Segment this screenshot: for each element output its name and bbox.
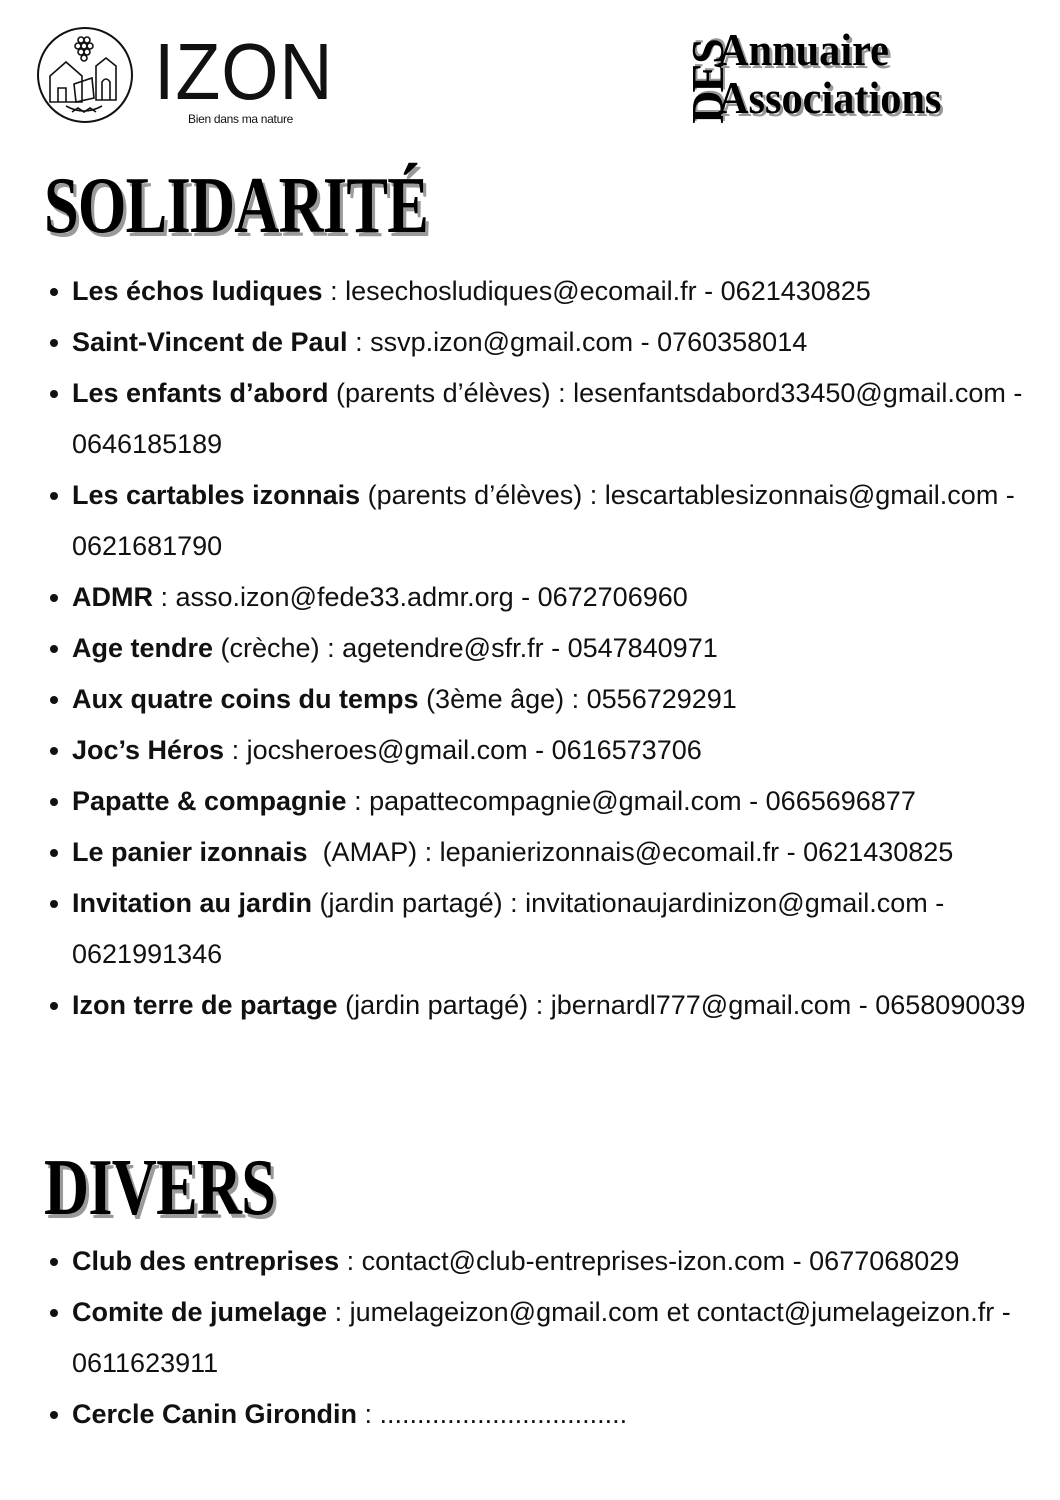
annuaire-line2: Associations <box>718 72 942 123</box>
entry-note: (parents d’élèves) <box>360 480 583 510</box>
section-title-divers: DIVERS <box>44 1144 276 1232</box>
entry-note: (crèche) <box>213 633 320 663</box>
entry-contact: : lescartablesizonnais@gmail.com - 0621681790 <box>72 480 1023 561</box>
entry-name: Joc’s Héros <box>72 735 225 765</box>
list-item <box>72 470 1060 572</box>
izon-logo <box>36 26 336 130</box>
entry-name: Les échos ludiques <box>72 276 323 306</box>
list-item <box>72 572 1060 623</box>
entry-contact: : lesenfantsdabord33450@gmail.com - 0646185189 <box>72 378 1030 459</box>
entry-contact: : 0556729291 <box>564 684 737 714</box>
list-item <box>72 674 1060 725</box>
entry-name: Izon terre de partage <box>72 990 338 1020</box>
entry-contact: : asso.izon@fede33.admr.org - 0672706960 <box>153 582 688 612</box>
entry-name: Cercle Canin Girondin <box>72 1399 358 1429</box>
list-item <box>72 1389 1060 1440</box>
entry-name: Age tendre <box>72 633 214 663</box>
list-item <box>72 725 1060 776</box>
annuaire-des: DES <box>682 40 733 124</box>
entry-name: Le panier izonnais <box>72 837 308 867</box>
solidarite-list <box>44 266 1060 1031</box>
list-item <box>72 878 1060 980</box>
list-item <box>72 623 1060 674</box>
entry-note: (parents d’élèves) <box>328 378 551 408</box>
entry-name: Papatte & compagnie <box>72 786 347 816</box>
entry-note: (jardin partagé) <box>337 990 529 1020</box>
logo-wordmark: IZON <box>154 27 334 116</box>
entry-contact: : lepanierizonnais@ecomail.fr - 0621430825 <box>417 837 954 867</box>
list-item <box>72 1236 1060 1287</box>
izon-emblem-icon <box>36 26 134 124</box>
entry-name: Saint-Vincent de Paul <box>72 327 348 357</box>
entry-note: (jardin partagé) <box>312 888 503 918</box>
list-item <box>72 266 1060 317</box>
entry-contact: : contact@club-entreprises-izon.com - 0677068029 <box>339 1246 960 1276</box>
entry-contact: : jumelageizon@gmail.com et contact@jumelageizon.fr - 0611623911 <box>72 1297 1019 1378</box>
list-item <box>72 980 1060 1031</box>
annuaire-title <box>674 26 1034 130</box>
entry-contact: : ssvp.izon@gmail.com - 0760358014 <box>347 327 808 357</box>
list-item <box>72 368 1060 470</box>
list-item <box>72 317 1060 368</box>
entry-note: (3ème âge) <box>418 684 565 714</box>
entry-contact: : papattecompagnie@gmail.com - 0665696877 <box>346 786 916 816</box>
divers-list <box>44 1236 1060 1440</box>
list-item <box>72 827 1060 878</box>
entry-note: (AMAP) <box>307 837 418 867</box>
annuaire-line1: Annuaire <box>718 24 889 75</box>
entry-name: Aux quatre coins du temps <box>72 684 419 714</box>
entry-name: Les cartables izonnais <box>72 480 361 510</box>
entry-contact: : jbernardl777@gmail.com - 0658090039 <box>528 990 1026 1020</box>
section-title-solidarite: SOLIDARITÉ <box>44 162 429 250</box>
entry-name: ADMR <box>72 582 153 612</box>
entry-contact: : invitationaujardinizon@gmail.com - 0621991346 <box>72 888 952 969</box>
list-item <box>72 1287 1060 1389</box>
entry-contact: : lesechosludiques@ecomail.fr - 0621430825 <box>322 276 871 306</box>
entry-contact: : ................................. <box>357 1399 628 1429</box>
list-item <box>72 776 1060 827</box>
entry-name: Club des entreprises <box>72 1246 340 1276</box>
entry-contact: : jocsheroes@gmail.com - 0616573706 <box>224 735 702 765</box>
entry-name: Invitation au jardin <box>72 888 313 918</box>
entry-contact: : agetendre@sfr.fr - 0547840971 <box>319 633 718 663</box>
entry-name: Les enfants d’abord <box>72 378 329 408</box>
logo-tagline: Bien dans ma nature <box>188 112 294 126</box>
entry-name: Comite de jumelage <box>72 1297 328 1327</box>
